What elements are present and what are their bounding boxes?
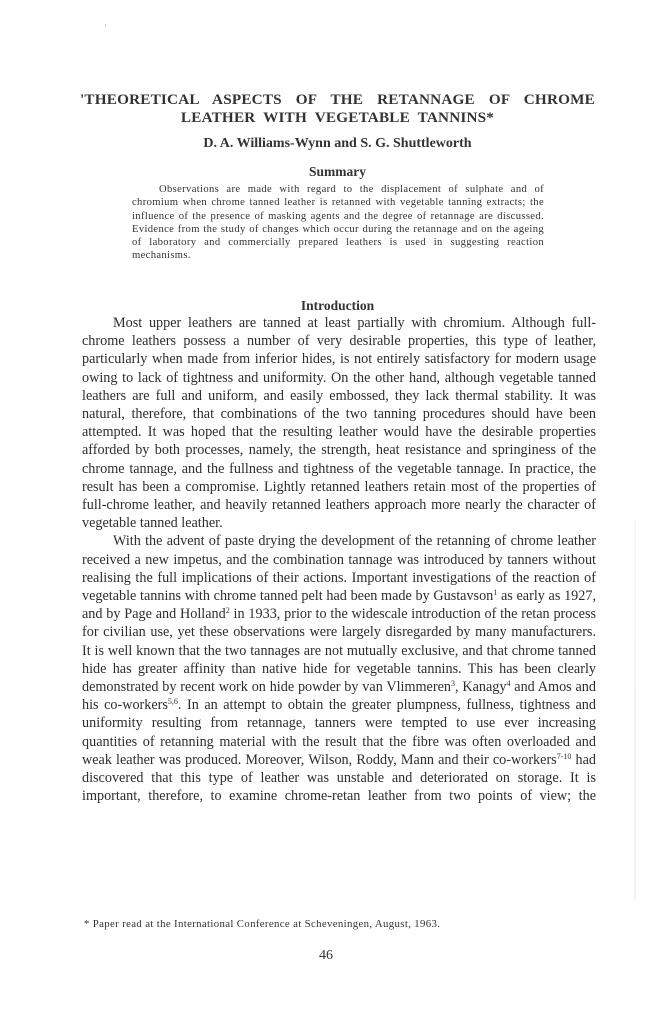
reference-4: 4	[506, 679, 511, 689]
authors: D. A. Williams-Wynn and S. G. Shuttleworth	[203, 136, 472, 151]
reference-1: 1	[493, 588, 498, 598]
paper-title	[80, 91, 595, 127]
reference-2: 2	[225, 606, 230, 616]
summary-heading: Summary	[309, 164, 366, 179]
footnote: * Paper read at the International Conference at Scheveningen, August, 1963.	[84, 918, 441, 930]
reference-3: 3	[450, 679, 455, 689]
paragraph-1: Most upper leathers are tanned at least partially with chromium. Although full-chrome leathers possess a number of very desirable properties, this type of leather, particularly when made from inferior hides, is not entirely satisfactory for modern usage owing to lack of tightness and uniformity. On the other hand, although vegetable tanned leathers are full and uniform, and easily embossed, they lack thermal stability. It was natural, therefore, that combinations of the two tanning procedures should have been attempted. It was hoped that the resulting leather would have the desirable properties afforded by both processes, namely, the strength, heat resistance and springiness of the chrome tannage, and the fullness and tightness of the vegetable tannage. In practice, the result has been a compromise. Lightly retanned leathers retain most of the properties of full-chrome leather, and heavily retanned leathers approach more nearly the character of vegetable tanned leather.	[82, 315, 596, 532]
scan-edge-shadow	[634, 520, 636, 900]
introduction-body	[82, 314, 596, 805]
paragraph-2-text: . In an attempt to obtain the greater plumpness, fullness, tightness and uniformity resulting from retannage, tanners were tempted to use ever increasing quantities of retanning material with the result that the fibre was often overloaded and weak leather was produced. Moreover, Wilson, Roddy, Mann and their co-workers	[82, 697, 596, 768]
scan-speck	[105, 24, 106, 27]
title-line-2: LEATHER WITH VEGETABLE TANNINS*	[180, 109, 495, 126]
reference-7-10: 7-10	[556, 751, 572, 761]
page-number: 46	[319, 948, 333, 963]
paragraph-2	[82, 532, 596, 805]
introduction-heading: Introduction	[300, 298, 375, 313]
paragraph-2-text: With the advent of paste drying the development of the retanning of chrome leather received a new impetus, and the combination tannage was introduced by tanners without realising the full implications of their actions. Important investigations of the reaction of vegetable tannins with chrome tanned pelt had been made by Gustavson	[82, 533, 596, 605]
summary-text: Observations are made with regard to the displacement of sulphate and of chromium when chrome tanned leather is retanned with vegetable tanning extracts; the influence of the presence of masking agents and the degree of retannage are discussed. Evidence from the study of changes which occur during the retannage and on the ageing of laboratory and commercially prepared leathers is used in suggesting reaction mechanisms.	[132, 184, 544, 262]
paragraph-2-text: in 1933, prior to the widescale introduction of the retan process for civilian use, yet these observations were largely disregarded by many manufacturers. It is well known that the two tannages are not mutually exclusive, and that chrome tanned hide has greater affinity than native hide for vegetable tannins. This has been clearly demonstrated by recent work on hide powder by van Vlimmeren	[82, 606, 596, 696]
paragraph-2-text: had discovered that this type of leather was unstable and deteriorated on storage. It is important, therefore, to examine chrome-retan leather from two points of view; the	[82, 751, 596, 805]
paragraph-2-text: , Kanagy	[454, 679, 507, 696]
reference-5-6: 5,6	[167, 697, 178, 707]
summary-abstract	[132, 183, 544, 263]
paragraph-2-text: as early as 1927, and by Page and Holland	[82, 588, 596, 623]
paragraph-2-text: and Amos and his co-workers	[82, 679, 596, 714]
title-line-1: 'THEORETICAL ASPECTS OF THE RETANNAGE OF CHROME	[80, 91, 595, 108]
